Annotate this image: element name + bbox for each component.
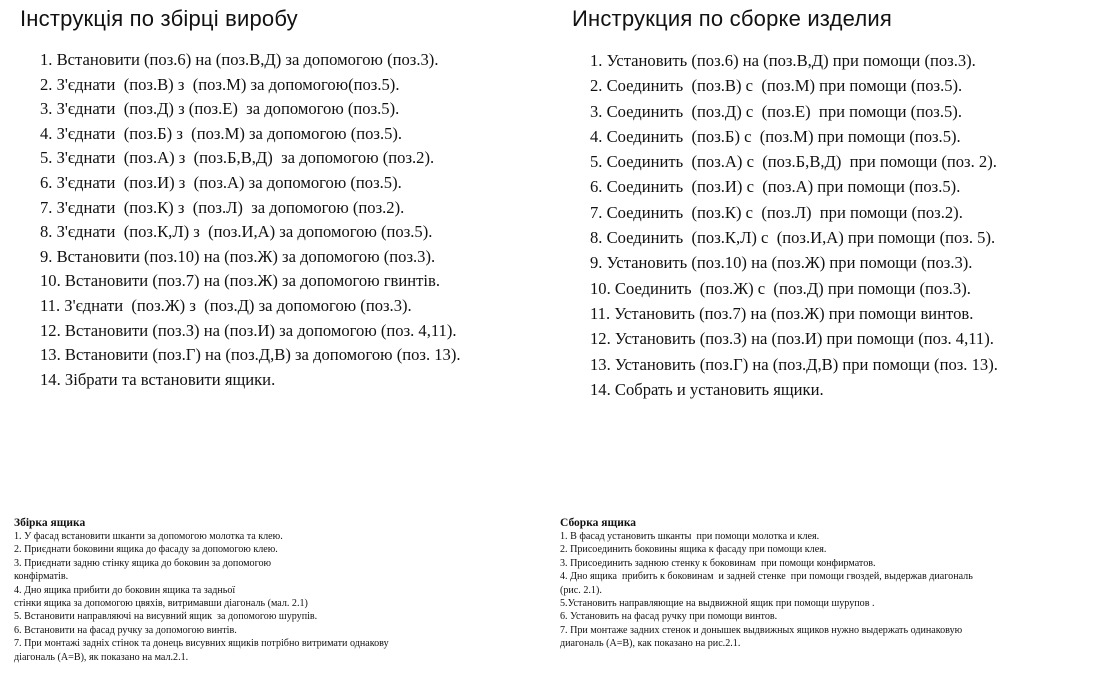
list-item: 14. Собрать и установить ящики. xyxy=(590,379,824,399)
drawer-step-line: 7. При монтажі задніх стінок та донець висувних ящиків потрібно витримати однакову xyxy=(14,638,389,650)
list-item: 5. З'єднати (поз.А) з (поз.Б,В,Д) за допомогою (поз.2). xyxy=(40,148,435,168)
drawer-step-line: 5.Установить направляющие на выдвижной ящик при помощи шурупов . xyxy=(560,598,875,610)
drawer-step-line: 7. При монтаже задних стенок и донышек выдвижных ящиков нужно выдержать одинаковую xyxy=(560,624,963,636)
list-item: 1. Встановити (поз.6) на (поз.В,Д) за допомогою (поз.3). xyxy=(40,50,439,69)
list-item: 3. З'єднати (поз.Д) з (поз.Е) за допомогою (поз.5). xyxy=(40,99,400,119)
list-item: 4. Соединить (поз.Б) с (поз.М) при помощи (поз.5). xyxy=(590,126,961,146)
list-item: 14. Зібрати та встановити ящики. xyxy=(40,369,276,389)
drawer-step-line: 2. Присоединить боковины ящика к фасаду при помощи клея. xyxy=(560,544,827,556)
drawer-step-line: 4. Дно ящика прибить к боковинам и задней стенке при помощи гвоздей, выдержав диагональ xyxy=(560,571,973,583)
drawer-step-line: 4. Дно ящика прибити до боковин ящика та задньої xyxy=(14,584,236,596)
russian-instructions xyxy=(572,0,1087,402)
list-item: 13. Установить (поз.Г) на (поз.Д,В) при помощи (поз. 13). xyxy=(590,354,998,374)
list-item: 13. Встановити (поз.Г) на (поз.Д,В) за допомогою (поз. 13). xyxy=(40,345,461,365)
drawer-step-line: 1. У фасад встановити шканти за допомогою молотка та клею. xyxy=(14,531,283,542)
drawer-step-line: 5. Встановити направляючі на висувний ящик за допомогою шурупів. xyxy=(14,611,318,623)
list-item: 7. Соединить (поз.К) с (поз.Л) при помощи (поз.2). xyxy=(590,202,963,222)
russian-steps-list xyxy=(572,48,1087,402)
list-item: 8. Соединить (поз.К,Л) с (поз.И,А) при помощи (поз. 5). xyxy=(590,228,996,248)
list-item: 10. Соединить (поз.Ж) с (поз.Д) при помощи (поз.3). xyxy=(590,278,971,298)
list-item: 12. Встановити (поз.З) на (поз.И) за допомогою (поз. 4,11). xyxy=(40,320,457,340)
ukrainian-drawer-assembly xyxy=(14,516,534,664)
drawer-step-line: конфірматів. xyxy=(14,571,69,583)
list-item: 5. Соединить (поз.А) с (поз.Б,В,Д) при помощи (поз. 2). xyxy=(590,152,997,172)
russian-drawer-title: Сборка ящика xyxy=(560,517,637,529)
ukrainian-drawer-title: Збірка ящика xyxy=(14,517,86,529)
list-item: 4. З'єднати (поз.Б) з (поз.М) за допомогою (поз.5). xyxy=(40,123,403,143)
list-item: 6. Соединить (поз.И) с (поз.А) при помощи (поз.5). xyxy=(590,177,961,197)
drawer-step-line: стінки ящика за допомогою цвяхів, витримавши діагональ (мал. 2.1) xyxy=(14,598,308,610)
ukrainian-title: Інструкція по збірці виробу xyxy=(20,6,298,31)
list-item: 11. Установить (поз.7) на (поз.Ж) при помощи винтов. xyxy=(590,303,974,323)
list-item: 10. Встановити (поз.7) на (поз.Ж) за допомогою гвинтів. xyxy=(40,271,440,291)
drawer-step-line: 6. Встановити на фасад ручку за допомогою винтів. xyxy=(14,624,237,636)
list-item: 12. Установить (поз.З) на (поз.И) при помощи (поз. 4,11). xyxy=(590,329,994,349)
list-item: 3. Соединить (поз.Д) с (поз.Е) при помощи (поз.5). xyxy=(590,101,962,121)
drawer-step-line: 6. Установить на фасад ручку при помощи винтов. xyxy=(560,611,778,623)
list-item: 2. З'єднати (поз.В) з (поз.М) за допомогою(поз.5). xyxy=(40,74,400,94)
drawer-step-line: диагональ (А=В), как показано на рис.2.1. xyxy=(560,638,741,650)
russian-drawer-assembly xyxy=(560,516,1092,651)
list-item: 1. Установить (поз.6) на (поз.В,Д) при помощи (поз.3). xyxy=(590,51,976,70)
drawer-step-line: (рис. 2.1). xyxy=(560,584,602,596)
list-item: 11. З'єднати (поз.Ж) з (поз.Д) за допомогою (поз.3). xyxy=(40,295,412,315)
drawer-step-line: 1. В фасад установить шканты при помощи молотка и клея. xyxy=(560,531,820,542)
drawer-step-line: 3. Присоединить заднюю стенку к боковинам при помощи конфирматов. xyxy=(560,557,876,569)
ukrainian-steps-list xyxy=(20,48,550,392)
ukrainian-instructions xyxy=(20,0,550,392)
list-item: 2. Соединить (поз.В) с (поз.М) при помощи (поз.5). xyxy=(590,76,963,96)
list-item: 7. З'єднати (поз.К) з (поз.Л) за допомогою (поз.2). xyxy=(40,197,405,217)
russian-title: Инструкция по сборке изделия xyxy=(572,6,892,31)
list-item: 9. Установить (поз.10) на (поз.Ж) при помощи (поз.3). xyxy=(590,253,973,273)
drawer-step-line: 3. Приєднати задню стінку ящика до боковин за допомогою xyxy=(14,557,272,569)
list-item: 6. З'єднати (поз.И) з (поз.А) за допомогою (поз.5). xyxy=(40,172,402,192)
drawer-step-line: діагональ (А=В), як показано на мал.2.1. xyxy=(14,651,189,663)
drawer-step-line: 2. Приєднати боковини ящика до фасаду за допомогою клею. xyxy=(14,544,278,556)
list-item: 8. З'єднати (поз.К,Л) з (поз.И,А) за допомогою (поз.5). xyxy=(40,222,433,242)
list-item: 9. Встановити (поз.10) на (поз.Ж) за допомогою (поз.3). xyxy=(40,246,436,266)
